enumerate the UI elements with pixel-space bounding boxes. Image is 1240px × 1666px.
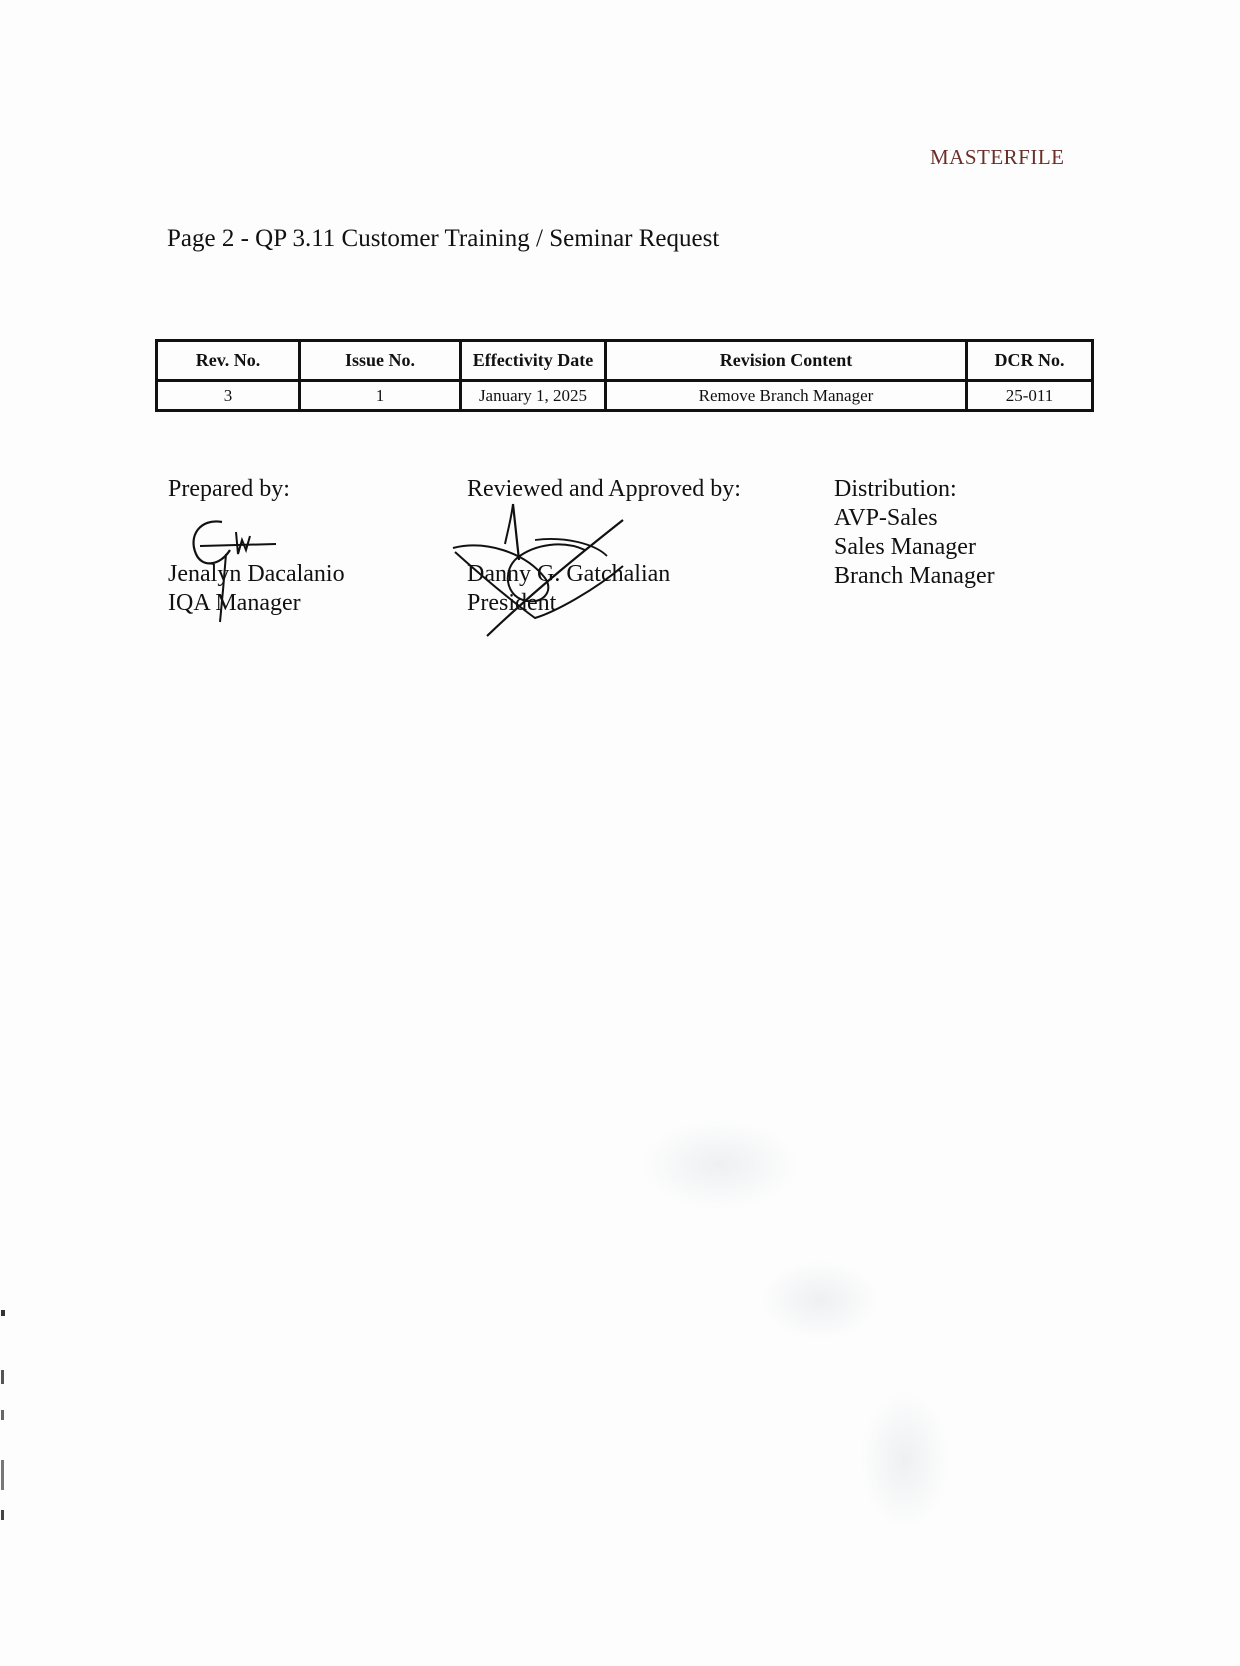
page-title: Page 2 - QP 3.11 Customer Training / Seminar Request (167, 225, 720, 252)
distribution-recipient: Sales Manager (834, 534, 976, 560)
cell-rev-no: 3 (157, 381, 300, 411)
reviewer-position: President (467, 590, 557, 616)
scan-smudge (640, 1120, 800, 1210)
distribution-label: Distribution: (834, 476, 957, 502)
reviewed-by-label: Reviewed and Approved by: (467, 476, 741, 502)
revision-table (155, 339, 1094, 412)
column-header-rev-no: Rev. No. (157, 341, 300, 381)
cell-revision-content: Remove Branch Manager (606, 381, 967, 411)
preparer-name: Jenalyn Dacalanio (168, 561, 345, 587)
scan-smudge (760, 1260, 880, 1340)
distribution-recipient: Branch Manager (834, 563, 995, 589)
scan-smudge (860, 1390, 950, 1530)
preparer-signature (180, 510, 290, 630)
cell-issue-no: 1 (300, 381, 461, 411)
cell-effectivity-date: January 1, 2025 (461, 381, 606, 411)
table-row (157, 381, 1093, 411)
column-header-dcr-no: DCR No. (967, 341, 1093, 381)
reviewer-name: Danny G. Gatchalian (467, 561, 671, 587)
scan-edge-marks (0, 1310, 8, 1560)
distribution-block (834, 475, 995, 591)
cell-dcr-no: 25-011 (967, 381, 1093, 411)
reviewer-signature (445, 500, 645, 640)
masterfile-stamp: MASTERFILE (930, 145, 1065, 169)
column-header-revision-content: Revision Content (606, 341, 967, 381)
column-header-issue-no: Issue No. (300, 341, 461, 381)
table-header-row (157, 341, 1093, 381)
column-header-effectivity-date: Effectivity Date (461, 341, 606, 381)
preparer-position: IQA Manager (168, 590, 301, 616)
prepared-by-label: Prepared by: (168, 476, 290, 502)
distribution-recipient: AVP-Sales (834, 505, 938, 531)
